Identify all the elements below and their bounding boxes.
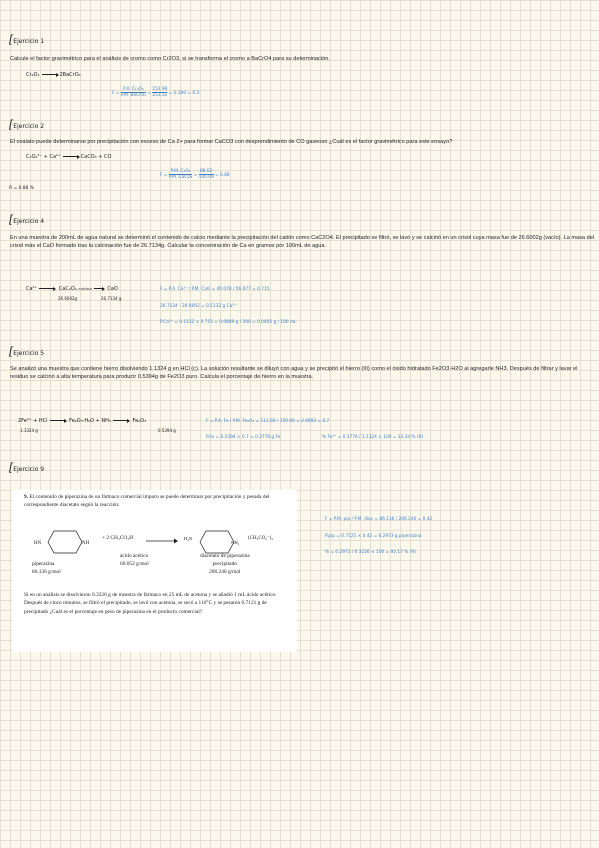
svg-text:HN: HN: [34, 541, 42, 546]
arrow-icon: [50, 420, 66, 421]
exercise-3-mass-total: 26.7134 g: [101, 296, 122, 301]
exercise-3-reaction: Ca²⁺ CaC₂O₄ calcina CaO: [26, 286, 118, 292]
arrow-icon: [94, 288, 104, 289]
exercise-4-calc-line-2: P.Fe = 0.5394 × 0.7 = 0.3776 g Fe: [206, 435, 281, 440]
arrow-icon: [39, 288, 55, 289]
exercise-4-reaction: 2Fe³⁺ + HCl Fe₂O₃·H₂O + NH₃ Fe₂O₃: [18, 418, 147, 424]
exercise-2-header: [Ejercicio 2: [9, 118, 45, 131]
exercise-1-header: [Ejercicio 1: [9, 33, 45, 46]
problem-9-body: Si en un análisis se disolvieron 0.3226 g de muestra de fármaco en 25 mL de acetona y se añadió 1 mL ácido acético. Después de cinco minutos, se filtró el precipitado, se lavó con acetona, se secó a 110°C y se pesaron 0.7121 g de precipitado ¿Cuál es el porcentaje en peso de piperazina en el producto comercial?: [24, 592, 277, 615]
exercise-5-calc-line-1: F = P.M. pip / P.M. diac = 86.136 / 206.240 = 0.42: [325, 517, 433, 522]
exercise-1-statement: Calcule el factor gravimétrico para el análisis de cromo como Cr2O3, si se transforma el cromo a BaCrO4 para su determinación.: [10, 56, 330, 62]
acetic-acid-formula: + 2 CH₃CO₂H: [102, 535, 134, 541]
exercise-4-sample-mass: 1.1324 g: [20, 428, 38, 433]
exercise-2-answer: R = 0.88 %: [9, 186, 34, 191]
exercise-5-calc-line-3: % = 0.2973 / 0.3226 × 100 = 92.17 % (R): [325, 550, 416, 555]
exercise-4-statement: Se analizó una muestra que contiene hierro disolviendo 1.1324 g en HCl (c). La solución resultante se diluyó con agua y se precipitó el hierro (III) como el óxido hidratado Fe2O3·H2O al agregarle NH3. Después de filtrar y lavar el residuo se calcinó a alta temperatura para producir 0.5394g de Fe2O3 puro. Calcula el porcentaje de hierro en la muestra.: [10, 366, 578, 380]
exercise-3-calc-line-3: P.Ca²⁺ = 0.1132 × 0.715 = 0.0809 g / 200 = 0.0405 g / 100 mL: [160, 320, 297, 325]
acetic-acid-label: ácido acético 60.052 g/mol: [120, 553, 149, 567]
arrow-icon: [113, 420, 129, 421]
svg-text:NH₂: NH₂: [231, 540, 240, 545]
problem-9-intro: 9. El contenido de piperazina de un fármaco comercial impuro se puede determinar por precipitación y pesada del correspondiente diacetato según la reacción:: [24, 494, 270, 509]
diacetate-label: diacetato de piperazina precipitado 206.240 g/mol: [200, 553, 250, 575]
svg-text:NH: NH: [82, 541, 90, 546]
exercise-3-statement: En una muestra de 200mL de agua natural se determinó el contenido de calcio mediante la precipitación del catión como CaC2O4. El precipitado se filtró, se lavó y se calcinó en un crisol cuya masa fue de 26.6002g (vacío). La masa del crisol más el CaO formado tras la calcinación fue de 26.7134g. Calcular la concentración de Ca en gramos por 100mL de agua.: [10, 235, 595, 249]
piperazine-label: piperazina 86.136 g/mol: [32, 561, 61, 575]
exercise-2-statement: El oxalato puede determinarse por precipitación con exceso de Ca 2+ para formar CaCO3 con desprendimiento de CO gaseoso ¿Cuál es el factor gravimétrico para este ensayo?: [10, 139, 453, 145]
exercise-3-calc-line-2: 26.7134 - 26.6002 = 0.1132 g Ca²⁺: [160, 304, 237, 309]
exercise-4-calc-line-3: % Fe³⁺ = 0.3776 / 1.1324 × 100 = 33.34 % (R): [322, 435, 424, 440]
product-counterions: (CH₃CO₂⁻)₂: [248, 536, 274, 541]
exercise-5-calc-line-2: P.pip = 0.7121 × 0.42 = 0.2973 g piperazina: [325, 534, 422, 539]
exercise-1-reaction: Cr₂O₃ 2BaCrO₄: [26, 72, 81, 78]
exercise-4-header: [Ejercicio 5: [9, 345, 45, 358]
exercise-3-calc-line-1: F = P.A. Ca²⁺ / P.M. CaO = 40.078 / 56.077 = 0.715: [160, 287, 270, 292]
exercise-3-mass-crucible: 26.6002g: [58, 296, 78, 301]
problem-9-box: [12, 490, 297, 652]
exercise-2-reaction: C₂O₄²⁻ + Ca²⁺ CaCO₃ + CO: [26, 154, 112, 160]
arrow-icon: [42, 74, 58, 75]
exercise-5-header: [Ejercicio 9: [9, 461, 45, 474]
exercise-4-oxide-mass: 0.5394 g: [158, 428, 176, 433]
exercise-4-calc-line-1: F = P.A. Fe / P.M. Fe₂O₃ = 111.69 / 159.69 = 0.6993 = 0.7: [206, 419, 330, 424]
exercise-1-calculation: F = $\frac{\text{P.A. Cr₂O₃}}{\text{P.M. BaCrO₄}}$ = $\frac{151.99}{253.32}$ = 0.300 = 0.3: [112, 87, 200, 98]
exercise-2-calculation: F = $\frac{\text{P.M. C₂O₄}}{\text{P.M. CaCO₃}}$ = $\frac{88.02}{100.09}$ = 0.88: [160, 169, 230, 180]
svg-text:H₂N: H₂N: [184, 536, 193, 541]
arrow-icon: [63, 156, 79, 157]
exercise-3-header: [Ejercicio 4: [9, 213, 45, 226]
